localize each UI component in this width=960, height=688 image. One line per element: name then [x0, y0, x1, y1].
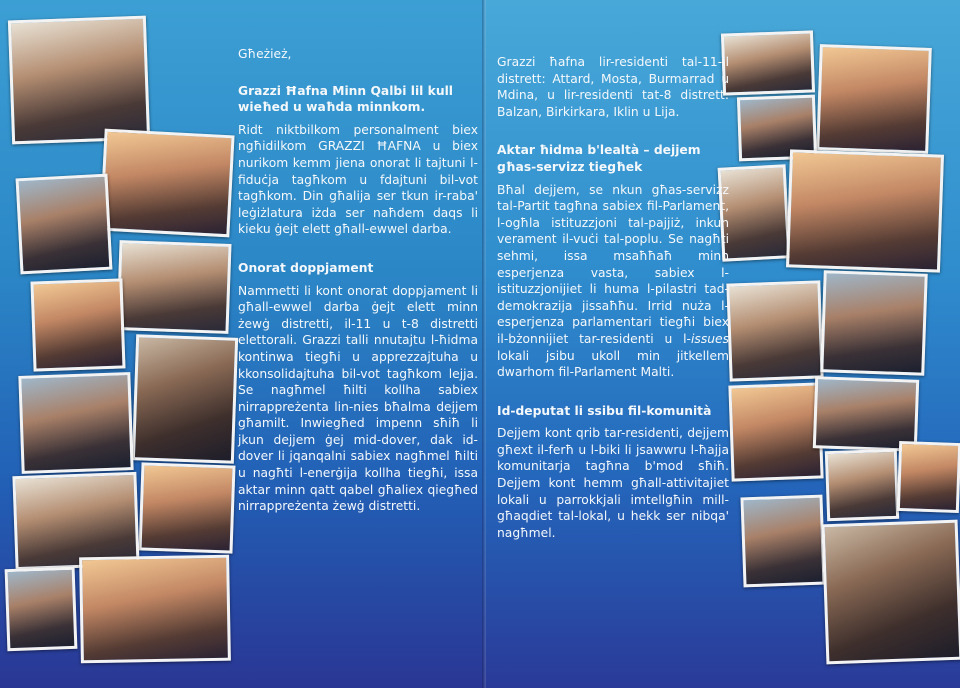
paragraph-community: Dejjem kont qrib tar-residenti, dejjem għext il-ferħ u l-biki li jsawwru l-ħajja komunitarja tagħna b'mod sħiħ. Dejjem kont hemm għall-attivitajiet lokali u parrokkjali imtellgħin mill-għaqdiet tal-lokal, u hekk ser nibqa' nagħmel. — [497, 426, 729, 540]
photo — [79, 555, 231, 664]
photo — [16, 174, 113, 275]
photo — [822, 520, 960, 665]
photo — [12, 472, 139, 570]
photo — [825, 449, 899, 521]
italic-word: issues — [691, 331, 729, 346]
photo — [721, 30, 815, 95]
photo — [116, 240, 231, 334]
photo — [132, 334, 238, 463]
photo — [897, 441, 960, 513]
paragraph-text: lokali jsibu ukoll min jitkellem dwarhom fil-Parlament Malti. — [497, 348, 729, 380]
photo — [8, 16, 150, 145]
photo — [18, 372, 133, 474]
heading-loyal-work: Aktar ħidma b'lealtà – dejjem għas-servizz tiegħek — [497, 143, 701, 174]
paragraph-text: Bħal dejjem, se nkun għas-servizz tal-Partit tagħna sabiex fil-Parlament, l-ogħla istituzzjoni tal-pajjiż, inkun verament il-vuċi tal-poplu. Se nagħti sehmi, issa msaħħaħ minn esperjenza vasta, sabiex l-istituzzjonijiet li huma l-pilastri tad-demokrazija jissaħħu. Irrid nuża l-esperjenza parlamentari tiegħi biex il-bżonnijiet tar-residenti u l- — [497, 182, 729, 346]
photo — [740, 495, 825, 588]
paragraph-thanks: Ridt niktbilkom personalment biex ngħidilkom GRAZZI ĦAFNA u biex nurikom kemm jiena onorat li tajtuni l-fiduċja tagħkom u fdajtuni bil-vot tagħkom. Din għalija ser tkun ir-raba' leġiżlatura iżda ser naħdem daqs li kieku ġejt elett għall-ewwel darba. — [238, 122, 478, 237]
heading-community: Id-deputat li ssibu fil-komunità — [497, 403, 712, 418]
photo — [816, 44, 932, 154]
photo — [786, 149, 944, 272]
photo — [726, 280, 823, 381]
photo — [30, 278, 125, 371]
photo — [820, 270, 927, 376]
photo — [728, 382, 823, 481]
photo — [138, 462, 235, 553]
paragraph-loyal-work — [497, 182, 729, 381]
page-fold — [482, 0, 486, 688]
paragraph-double-honour: Nammetti li kont onorat doppjament li għall-ewwel darba ġejt elett minn żewġ distretti, il-11 u t-8 distretti elettorali. Grazzi talli nnutajtu l-ħidma kontinwa tiegħi u apprezzajtuha u kkonsolidajtuha bil-vot tagħkom lejja. Se nagħmel ħilti kollha sabiex nirrappreżenta lin-nies bħalma dejjem għamilt. Inwiegħed impenn sħiħ li jkun dejjem ġej mid-dover, dak id-dover li jqanqalni sabiex nagħmel ħilti u nagħti l-enerġija kollha tiegħi, issa aktar minn qatt qabel għaliex qiegħed nirrappreżenta żewġ distretti. — [238, 283, 478, 514]
photo — [99, 129, 234, 238]
heading-double-honour: Onorat doppjament — [238, 260, 374, 275]
photo — [5, 567, 78, 651]
heading-thanks: Grazzi Ħafna Minn Qalbi lil kull wieħed u waħda minnkom. — [238, 83, 454, 115]
left-text-column — [238, 46, 478, 525]
right-text-column — [497, 54, 729, 551]
greeting: Għeżież, — [238, 47, 292, 61]
paragraph-residents: Grazzi ħafna lir-residenti tal-11-il distrett: Attard, Mosta, Burmarrad u Mdina, u lir-residenti tat-8 distrett: Balzan, Birkirkara, Iklin u Lija. — [497, 55, 729, 119]
